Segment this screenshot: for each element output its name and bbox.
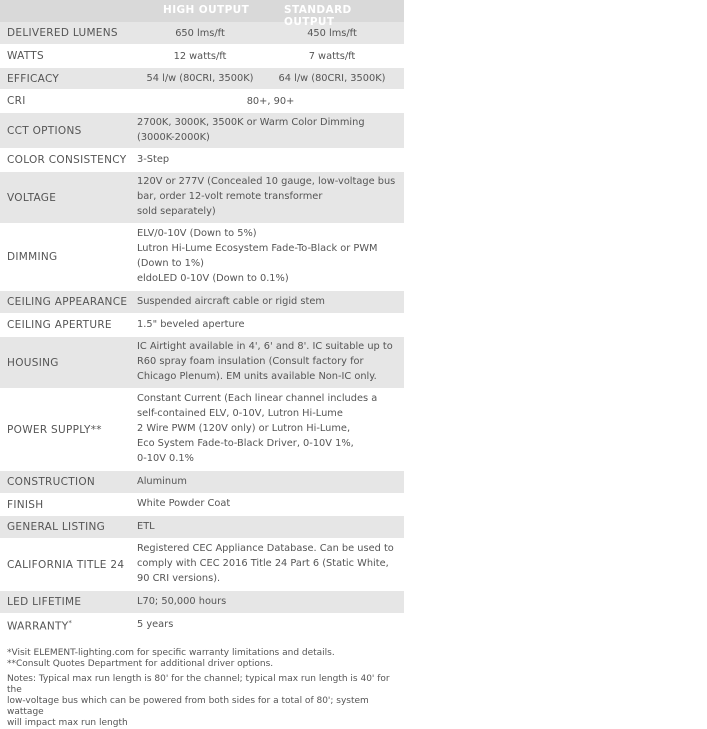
row-ceiling-appearance [0,291,404,314]
high-output-value: 650 lms/ft [175,27,225,39]
row-construction [0,471,404,494]
row-value: White Powder Coat [137,498,231,510]
row-finish [0,494,404,516]
row-value: ELV/0-10V (Down to 5%) Lutron Hi-Lume Ecosystem Fade-To-Black or PWM (Down to 1%) eldoLED 0-10V (Down to 0.1%) [137,228,378,284]
row-value: L70; 50,000 hours [137,595,227,607]
footnote-run-length-end: will impact max run length [7,718,128,728]
row-label: CRI [7,95,26,107]
footnote-run-length-cont: low-voltage bus which can be powered from both sides for a total of 80'; system wattage [7,696,369,717]
row-value: 1.5" beveled aperture [137,318,245,330]
row-warranty [0,614,404,638]
cri-value: 80+, 90+ [246,95,295,107]
row-value: 3-Step [137,153,170,165]
row-label: GENERAL LISTING [7,521,106,533]
row-label: WATTS [7,50,44,62]
high-output-value: 54 l/w (80CRI, 3500K) [146,73,254,84]
row-value: Aluminum [137,475,187,487]
table-header [0,0,404,28]
header-high-output: HIGH OUTPUT [163,4,250,16]
row-ceiling-aperture [0,314,404,337]
high-output-value: 12 watts/ft [173,50,227,62]
warranty-footnote-mark: * [68,618,73,627]
row-power-supply [0,389,404,471]
row-voltage [0,172,404,224]
standard-output-value: 64 l/w (80CRI, 3500K) [278,73,386,84]
row-value: Registered CEC Appliance Database. Can be used to comply with CEC 2016 Title 24 Part 6 (Static White, 90 CRI versions). [137,543,394,584]
row-led-lifetime [0,591,404,614]
row-label: DELIVERED LUMENS [7,27,118,39]
footnote-run-length: Notes: Typical max run length is 80' for the channel; typical max run length is 40' for the [7,674,390,695]
row-label: HOUSING [7,356,59,369]
row-label: CEILING APERTURE [7,319,112,331]
footnote-warranty: *Visit ELEMENT-lighting.com for specific warranty limitations and details. [7,648,335,658]
row-dimming [0,224,404,291]
row-value: Constant Current (Each linear channel includes a self-contained ELV, 0-10V, Lutron Hi-Lume 2 Wire PWM (120V only) or Lutron Hi-Lume, Eco System Fade-to-Black Driver, 0-10V 1%, 0-10V 0.1% [137,393,378,464]
row-label: CCT OPTIONS [7,124,82,137]
row-california-title-24 [0,539,404,591]
row-label: FINISH [7,498,44,511]
row-general-listing [0,516,404,539]
standard-output-value: 450 lms/ft [307,27,357,39]
row-label: CEILING APPEARANCE [7,296,128,308]
row-value: ETL [137,520,155,532]
footnote-driver: **Consult Quotes Department for additional driver options. [7,659,274,669]
row-label: VOLTAGE [7,191,57,204]
footnotes [7,648,407,729]
row-label: CALIFORNIA TITLE 24 [7,558,125,571]
row-label: CONSTRUCTION [7,476,96,488]
row-cct-options [0,113,404,149]
row-label: EFFICACY [7,72,60,85]
standard-output-value: 7 watts/ft [308,50,356,62]
row-label: POWER SUPPLY** [7,423,102,436]
row-value: IC Airtight available in 4', 6' and 8'. IC suitable up to R60 spray foam insulation (Consult factory for Chicago Plenum). EM units available Non-IC only. [137,341,393,382]
row-label: LED LIFETIME [7,596,82,608]
row-watts [0,45,404,68]
row-color-consistency [0,149,404,172]
row-label: COLOR CONSISTENCY [7,154,127,166]
row-label: WARRANTY* [7,618,73,633]
row-value: 120V or 277V (Concealed 10 gauge, low-voltage bus bar, order 12-volt remote transformer sold separately) [137,176,396,217]
row-label: DIMMING [7,251,58,263]
row-value: 2700K, 3000K, 3500K or Warm Color Dimming (3000K-2000K) [137,116,365,143]
header-standard-output: STANDARD OUTPUT [284,4,352,28]
row-value: Suspended aircraft cable or rigid stem [137,295,325,307]
row-efficacy [0,68,404,90]
row-housing [0,337,404,389]
row-cri [0,90,404,113]
row-value: 5 years [137,619,174,631]
